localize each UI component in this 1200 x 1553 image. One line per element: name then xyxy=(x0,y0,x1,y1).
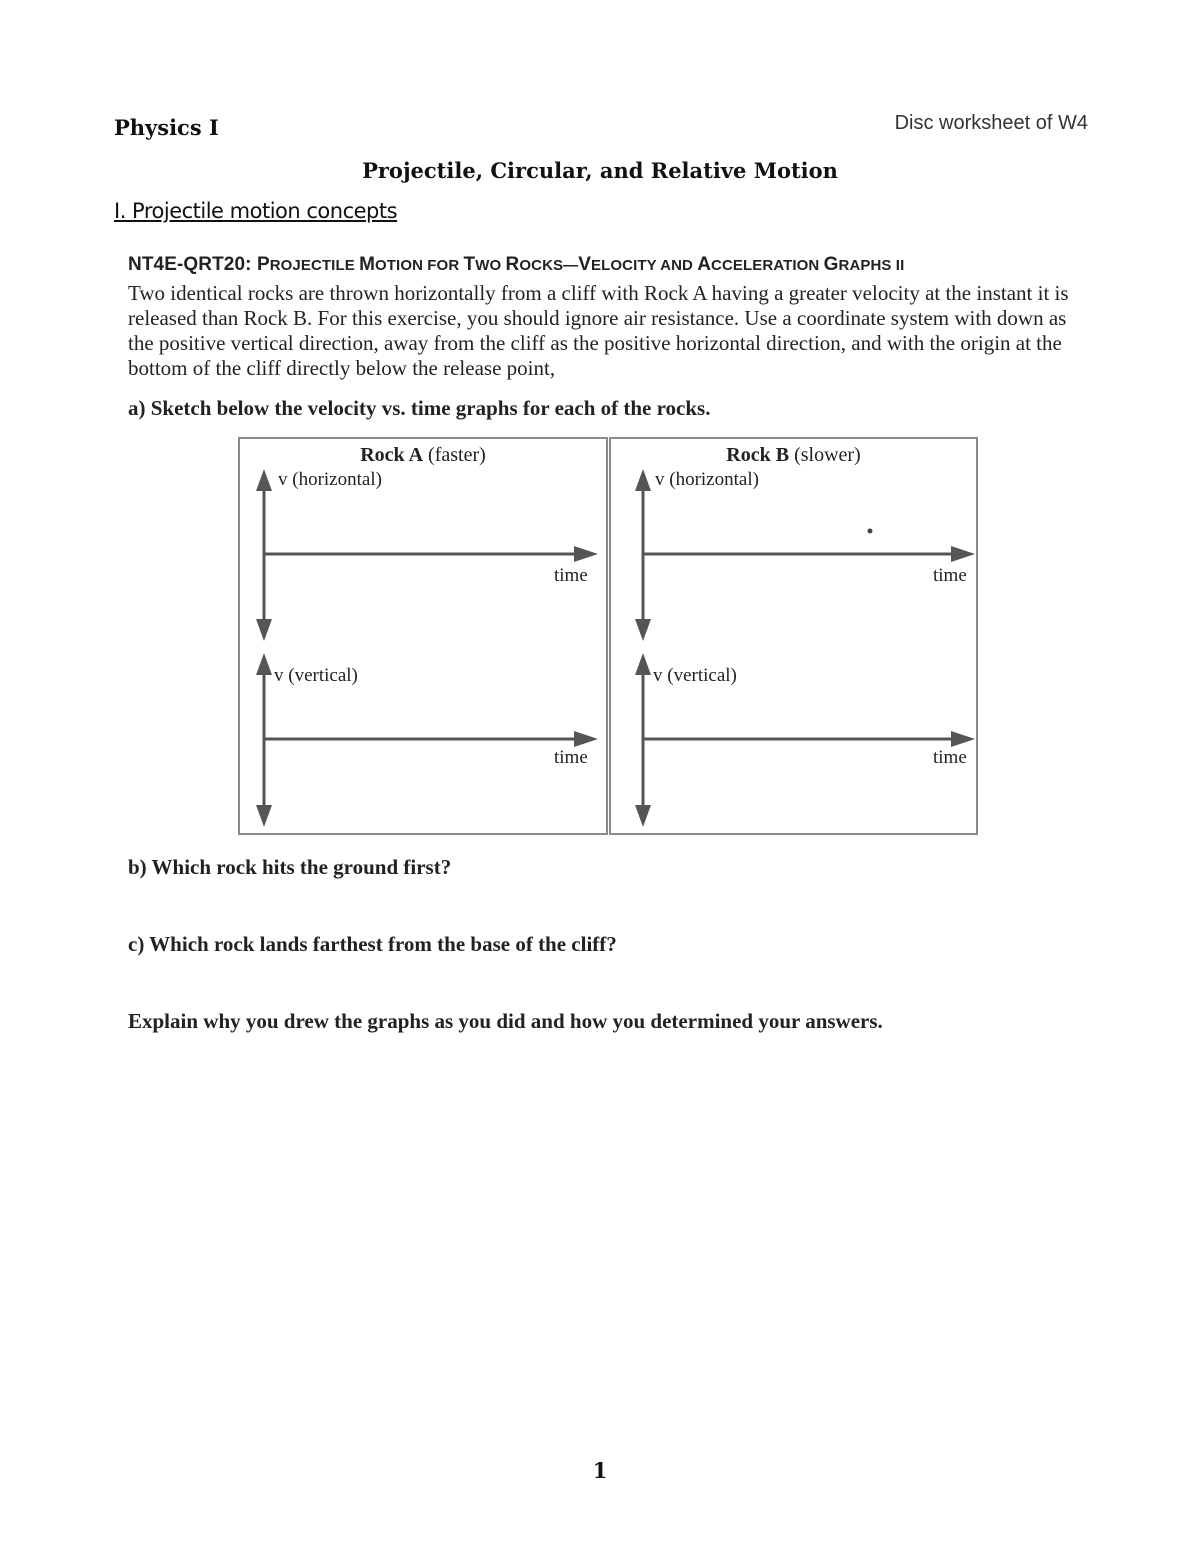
rock-b-qualifier: (slower) xyxy=(789,444,861,466)
question-id: NT4E-QRT20: xyxy=(128,254,257,275)
rock-b-graph-panel xyxy=(609,437,978,835)
heading-rest-6: RAPHS II xyxy=(838,257,905,274)
heading-rest-0: ROJECTILE xyxy=(269,257,360,274)
rock-b-name: Rock B xyxy=(726,444,790,466)
rock-a-qualifier: (faster) xyxy=(423,444,486,466)
heading-rest-4: ELOCITY AND xyxy=(591,257,698,274)
heading-rest-5: CCELERATION xyxy=(711,257,824,274)
heading-cap-4: V xyxy=(578,254,591,275)
question-title xyxy=(257,254,904,275)
rock-a-vv-down-arrow xyxy=(256,805,272,827)
rock-b-stray-mark xyxy=(868,529,873,534)
section-heading: I. Projectile motion concepts xyxy=(114,199,398,223)
rock-a-time-label-1: time xyxy=(554,565,588,586)
part-c-prompt: c) Which rock lands farthest from the base of the cliff? xyxy=(128,932,617,956)
rock-a-graph-panel xyxy=(238,437,608,835)
rock-a-time-label-2: time xyxy=(554,747,588,768)
worksheet-label: Disc worksheet of W4 xyxy=(894,112,1088,134)
rock-b-time-label-2: time xyxy=(933,747,967,768)
rock-a-vh-time-arrow xyxy=(574,546,598,562)
rock-b-time-label-1: time xyxy=(933,565,967,586)
heading-cap-2: T xyxy=(463,254,476,275)
heading-rest-2: WO xyxy=(475,257,506,274)
part-b-prompt: b) Which rock hits the ground first? xyxy=(128,855,452,879)
rock-a-vv-up-arrow xyxy=(256,653,272,675)
rock-a-vh-up-arrow xyxy=(256,469,272,491)
rock-a-v-vertical-label: v (vertical) xyxy=(274,665,358,686)
page-title: Projectile, Circular, and Relative Motion xyxy=(362,158,838,183)
rock-b-vh-up-arrow xyxy=(635,469,651,491)
explain-prompt: Explain why you drew the graphs as you did and how you determined your answers. xyxy=(128,1009,883,1033)
rock-a-name: Rock A xyxy=(360,444,424,466)
rock-a-axes xyxy=(240,439,610,837)
heading-rest-3: OCKS— xyxy=(519,257,579,274)
rock-b-vh-down-arrow xyxy=(635,619,651,641)
rock-b-v-vertical-label: v (vertical) xyxy=(653,665,737,686)
rock-b-vv-up-arrow xyxy=(635,653,651,675)
question-heading xyxy=(128,254,904,276)
rock-b-v-horizontal-label: v (horizontal) xyxy=(655,469,759,490)
heading-cap-0: P xyxy=(256,254,270,275)
rock-b-axes xyxy=(611,439,980,837)
rock-b-vv-time-arrow xyxy=(951,731,975,747)
rock-b-vv-down-arrow xyxy=(635,805,651,827)
heading-rest-1: OTION FOR xyxy=(375,257,464,274)
rock-a-v-horizontal-label: v (horizontal) xyxy=(278,469,382,490)
question-intro: Two identical rocks are thrown horizontally from a cliff with Rock A having a greater velocity at the instant it is released than Rock B. For this exercise, you should ignore air resistance. Use a coordinate system with down as the positive vertical direction, away from the cliff as the positive horizontal direction, and with the origin at the bottom of the cliff directly below the release point, xyxy=(128,281,1069,380)
part-a-prompt: a) Sketch below the velocity vs. time graphs for each of the rocks. xyxy=(128,396,711,420)
heading-cap-3: R xyxy=(505,254,520,275)
rock-a-vh-down-arrow xyxy=(256,619,272,641)
page-number: 1 xyxy=(592,1458,608,1483)
course-name: Physics I xyxy=(114,115,219,140)
heading-cap-5: A xyxy=(697,254,712,275)
heading-cap-1: M xyxy=(359,254,376,275)
rock-b-vh-time-arrow xyxy=(951,546,975,562)
rock-a-vv-time-arrow xyxy=(574,731,598,747)
heading-cap-6: G xyxy=(823,254,839,275)
